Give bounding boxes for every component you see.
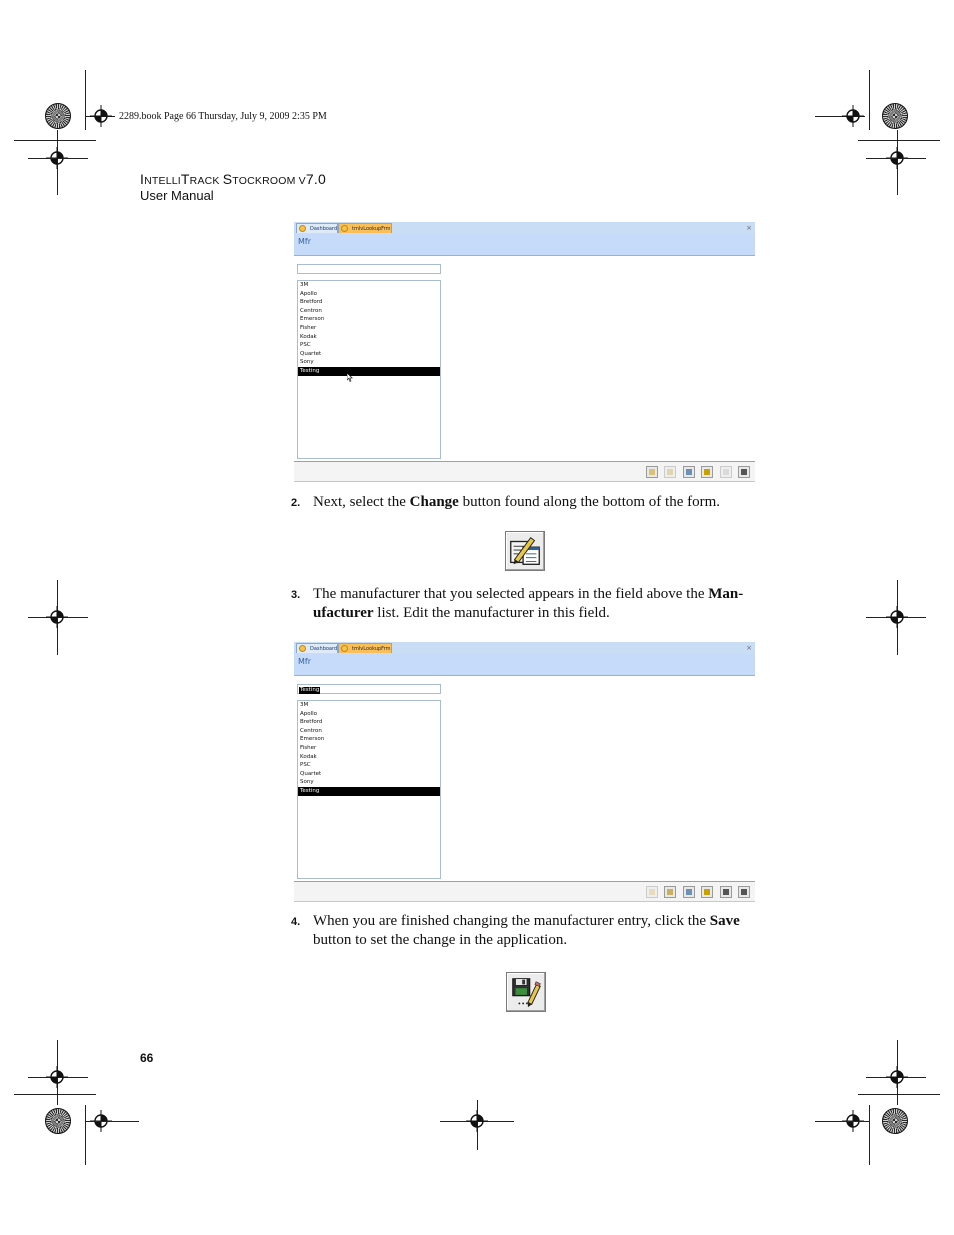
form-icon [341, 645, 348, 652]
close-icon[interactable]: × [746, 644, 752, 652]
step-number: 4. [291, 916, 301, 928]
registration-target-icon [466, 1110, 488, 1132]
page-number: 66 [140, 1051, 154, 1065]
list-item[interactable]: 3M [300, 702, 309, 708]
header-cap: S [222, 171, 233, 187]
step-4-line-2: button to set the change in the application. [313, 932, 568, 948]
list-item[interactable]: Bretford [300, 299, 323, 306]
save-disk-pencil-icon [506, 972, 546, 1012]
form-toolbar [294, 881, 755, 902]
list-item[interactable]: Quartet [300, 770, 322, 777]
list-item[interactable]: Quartet [300, 350, 322, 357]
running-header-title [140, 171, 326, 187]
exit-button[interactable] [738, 466, 750, 478]
change-button[interactable] [683, 466, 695, 478]
form-icon [299, 645, 306, 652]
add-button[interactable] [646, 466, 658, 478]
change-button[interactable] [683, 886, 695, 898]
step-number: 3. [291, 589, 301, 601]
list-item[interactable]: Apollo [300, 290, 318, 297]
registration-wheel-icon [45, 1108, 71, 1134]
add-button[interactable] [646, 886, 658, 898]
list-item[interactable]: Emerson [300, 736, 325, 743]
tab-lookup-form[interactable]: tmIvLookupFrm [338, 223, 392, 233]
form-title: Mfr [298, 237, 312, 246]
step-3-line-2: ufacturer list. Edit the manufacturer in this field. [313, 605, 610, 621]
form-icon [341, 225, 348, 232]
list-item[interactable]: Emerson [300, 316, 325, 323]
list-item[interactable]: 3M [300, 282, 309, 288]
form-title: Mfr [298, 657, 312, 666]
list-item[interactable]: Fisher [300, 744, 317, 751]
mouse-cursor-icon [347, 373, 353, 382]
list-item[interactable]: PSC [300, 342, 311, 349]
manufacturer-edit-field[interactable] [297, 684, 441, 694]
form-icon [299, 225, 306, 232]
registration-target-icon [90, 105, 112, 127]
manufacturer-edit-field[interactable] [297, 264, 441, 274]
lookup-form-screenshot-1 [294, 222, 755, 482]
list-item-selected[interactable]: Testing [298, 787, 440, 796]
step-2-text: Next, select the Change button found along the bottom of the form. [313, 494, 721, 510]
list-item[interactable]: Kodak [300, 753, 317, 760]
header-smallcaps: NTELLI [144, 175, 181, 187]
form-header [294, 234, 755, 256]
step-4-text [313, 912, 759, 950]
exit-button[interactable] [738, 886, 750, 898]
step-3-line-1: The manufacturer that you selected appears in the field above the Man- [313, 586, 744, 602]
undo-button[interactable] [720, 466, 732, 478]
header-smallcaps: V [298, 175, 306, 187]
registration-target-icon [46, 1066, 68, 1088]
registration-wheel-icon [882, 1108, 908, 1134]
list-item[interactable]: Centron [300, 727, 322, 734]
header-cap: I [140, 171, 145, 187]
manufacturer-list[interactable] [297, 280, 441, 459]
delete-button[interactable] [701, 466, 713, 478]
header-version: 7.0 [305, 171, 326, 187]
edit-field-value: Testing [300, 687, 320, 693]
running-header-subtitle: User Manual [140, 188, 214, 203]
header-smallcaps: TOCKROOM [232, 175, 299, 187]
print-slug: 2289.book Page 66 Thursday, July 9, 2009 2:35 PM [119, 111, 327, 122]
list-item[interactable]: Centron [300, 307, 322, 314]
registration-target-icon [886, 1066, 908, 1088]
list-item[interactable]: Kodak [300, 333, 317, 340]
manufacturer-list[interactable] [297, 700, 441, 879]
step-4-line-1: When you are finished changing the manufacturer entry, click the Save [313, 913, 740, 929]
registration-wheel-icon [45, 103, 71, 129]
copy-button[interactable] [664, 886, 676, 898]
tab-dashboard[interactable]: Dashboard [296, 643, 338, 653]
list-item[interactable]: Bretford [300, 719, 323, 726]
list-item[interactable]: PSC [300, 762, 311, 769]
list-item[interactable]: Fisher [300, 324, 317, 331]
delete-button[interactable] [701, 886, 713, 898]
lookup-form-screenshot-2 [294, 642, 755, 902]
registration-target-icon [842, 105, 864, 127]
change-form-icon [505, 531, 545, 571]
list-item-selected[interactable]: Testing [298, 367, 440, 376]
registration-target-icon [46, 606, 68, 628]
undo-button[interactable] [720, 886, 732, 898]
tab-dashboard[interactable]: Dashboard [296, 223, 338, 233]
step-3-text [313, 585, 759, 623]
header-smallcaps: RACK [189, 175, 223, 187]
list-item[interactable]: Sony [300, 359, 314, 366]
list-item[interactable]: Sony [300, 779, 314, 786]
list-item[interactable]: Apollo [300, 710, 318, 717]
close-icon[interactable]: × [746, 224, 752, 232]
step-number: 2. [291, 497, 301, 509]
registration-target-icon [886, 606, 908, 628]
copy-button[interactable] [664, 466, 676, 478]
form-toolbar [294, 461, 755, 482]
header-cap: T [180, 171, 190, 187]
form-header [294, 654, 755, 676]
tab-lookup-form[interactable]: tmIvLookupFrm [338, 643, 392, 653]
registration-wheel-icon [882, 103, 908, 129]
